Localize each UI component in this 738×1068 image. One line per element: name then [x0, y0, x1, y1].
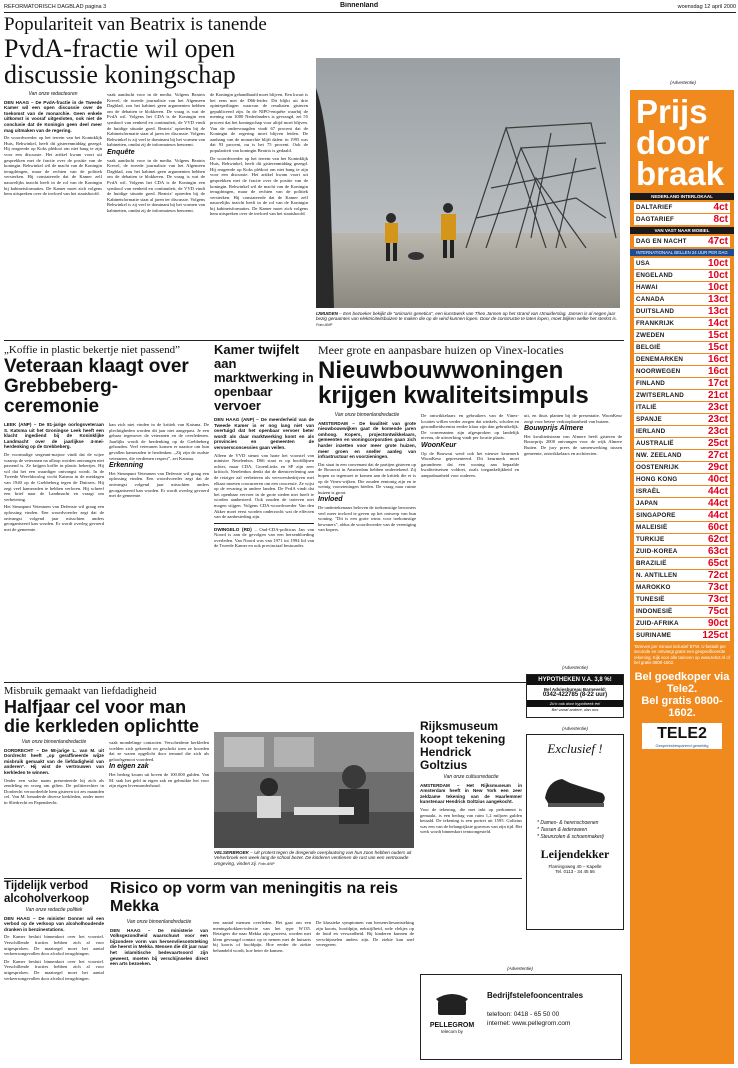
col-1: Onder een valse naam presenteerde hij zich als zendeling en vroeg om giften. De politierechter in Dordrecht veroordeelde hem gisteren tot zes maanden cel. Van M. benaderde diverse kerkleden, onder meer in Sliedrecht en Papendrecht. — [4, 777, 104, 805]
headline: Veteraan klaagt over Grebbeberg-ceremonie — [4, 356, 189, 417]
rate-country: ZUID-AFRIKA — [636, 620, 679, 627]
col-2: een aantal mensen overleden. Het gaat om een meningokokken-infectie van het type W135. Reizigers die naar Mekka zijn geweest, worden met klem gevraagd contact op te nemen met de huisarts bij koorts of hoofdpijn. Hoe eerder de ziekte behandeld wordt, hoe beter de kansen. — [213, 920, 311, 953]
rate-country: DENEMARKEN — [636, 356, 684, 363]
headline: Risico op vorm van meningitis na reis Mekka — [110, 880, 399, 915]
rate-price: 65ct — [707, 558, 728, 569]
rate-country: TURKIJE — [636, 536, 665, 543]
rate-row — [634, 510, 730, 521]
caption-text: – Een bezoeker bekijkt de "animaris genetica", een kunstwerk van Theo Jansen op het strand van IJmuiderslag. Jansen is al negen jaar bezig geraamtes van elektriciteitsbuizen te maken die op de wind kunnen lopen. Door de constructie te laten lopen, moet blijken welke het sterkst is. — [316, 311, 618, 322]
byline: Van onze binnenlandredactie — [21, 739, 87, 745]
subhead: Erkenning — [109, 462, 144, 470]
rate-price: 23ct — [707, 426, 728, 437]
ad-title: Bedrijfstelefooncentrales — [487, 991, 584, 1000]
ad-label-3: (Advertentie) — [562, 665, 588, 670]
lead: DORDRECHT – De 58-jarige L. van M. uit Dordrecht heeft „op geraffineerde wijze misbruik gemaakt van de liefdadigheid van anderen”. Hij wist de vertrouwen van kerkleden te winnen. — [4, 747, 104, 775]
rate-price: 60ct — [707, 522, 728, 533]
tele2-logo — [642, 723, 722, 749]
rate-row — [634, 582, 730, 593]
rate-row — [634, 378, 730, 389]
rate-row — [634, 462, 730, 473]
rate-row — [634, 330, 730, 341]
logo-sub: Gespreksbesparend geweldig — [655, 743, 709, 749]
article-veteraan — [4, 343, 210, 679]
rate-price: 15ct — [707, 342, 728, 353]
rate-price: 29ct — [707, 462, 728, 473]
rate-price: 8ct — [713, 214, 728, 225]
ad-phone: telefoon: 0418 - 65 50 00 — [487, 1011, 560, 1018]
ad-hypotheken[interactable] — [526, 674, 624, 718]
subhead: Enquête — [107, 148, 135, 156]
ad-line-3: Bel vanaf andere, dan ons — [551, 707, 599, 712]
col-2b: Op de Bouwrai werd ook het nieuwe keurmerk WoonKeur gepresenteerd. Dit keurmerk moet garanderen dat een woning aan bepaalde kwaliteitseisen voldoet, zoals toegankelijkheid en aanpasbaarheid voor ouderen. — [421, 450, 519, 478]
byline: Van onze redactie politiek — [25, 907, 83, 913]
shoe-icon — [540, 763, 610, 813]
subhead-1: Invloed — [318, 496, 343, 504]
rate-row — [634, 414, 730, 425]
rate-row — [634, 426, 730, 437]
body-2: De Kamer besluit binnenkort over het voorstel. Verschillende fracties hebben zich al voor uitgesproken. De maatregel moet het aantal verkeersongevallen door alcohol terugdringen. — [4, 958, 104, 981]
article-goltzius — [420, 720, 522, 880]
rate-country: DAGTARIEF — [636, 216, 675, 223]
ad-logo-sub: telecom by — [441, 1029, 463, 1034]
rate-price: 73ct — [707, 594, 728, 605]
rate-row — [634, 450, 730, 461]
ad-title: HYPOTHEKEN V.A. 3,8 %! — [527, 675, 623, 685]
photo-velserbroek — [214, 732, 414, 848]
rate-price: 13ct — [707, 306, 728, 317]
ad-tele2[interactable] — [630, 90, 734, 1064]
dateline: DWINGELO (RD) — [214, 526, 252, 532]
headline: Nieuwbouwwoningen krijgen kwaliteitsimpuls — [318, 357, 589, 409]
rates-international — [630, 256, 734, 641]
rate-row — [634, 306, 730, 317]
article-alcohol — [4, 880, 104, 1066]
rate-row — [634, 498, 730, 509]
rate-country: TUNESIË — [636, 596, 665, 603]
rate-country: BELGIË — [636, 344, 661, 351]
rate-price: 14ct — [707, 318, 728, 329]
rate-price: 44ct — [707, 486, 728, 497]
rate-row — [634, 474, 730, 485]
rate-row — [634, 294, 730, 305]
rate-row — [634, 438, 730, 449]
rate-price: 23ct — [707, 414, 728, 425]
rate-price: 15ct — [707, 330, 728, 341]
rate-country: N. ANTILLEN — [636, 572, 678, 579]
rate-row — [634, 282, 730, 293]
rate-price: 62ct — [707, 534, 728, 545]
ad-shop-name: Leijendekker — [540, 847, 610, 861]
rate-row — [634, 270, 730, 281]
rates-nl — [630, 200, 734, 225]
col-3b: De woordvoerder op het terrein van het Koninklijk Huis, Rehwinkel, heeft dit gisterenmiddag gezegd. Hij reageerde op Koks plédooi om niet bang te zijn voor een discussie. Het artikel kwam voort uit gesprekken met de fractie over de positie van de koningin. Rehwinkel wil de macht van de Koningin terugdringen, maar de rechten van de politiek versterken. Hij constateerde dat de Kamer zelf nauwelijks inzicht heeft in de rol van de Koningin bij kabinetsformaties. De Kamer moet zich volgens hem uitspreken over de invloed van het staatshoofd. — [210, 155, 308, 217]
rate-country: HONG KONG — [636, 476, 678, 483]
col-2: kan zich niet vinden in de kritiek van Katsma. De plechtigheden worden dit jaar niet aangepast. Je een gebaar tegenover de veteranen en de overledenen. Jaarlijks wordt de herdenking op de Grebbeberg gehouden. Veel veteranen komen er naartoe om hun gevallen kameraden te herdenken. „Zij zijn de oudste veteranen, die verdienen respect”, zei Katsma. — [109, 422, 209, 461]
beach-sculpture-photo — [316, 58, 620, 308]
rate-country: OOSTENRIJK — [636, 464, 679, 471]
rate-price: 27ct — [707, 450, 728, 461]
rate-price: 44ct — [707, 510, 728, 521]
band-international: INTERNATIONAAL BELLEN 24 UUR PER DAG — [630, 249, 734, 256]
section-name: Binnenland — [340, 2, 379, 9]
rate-country: ITALIË — [636, 404, 657, 411]
rate-row — [634, 606, 730, 617]
rate-row — [634, 342, 730, 353]
rate-row — [634, 258, 730, 269]
article-mekka — [110, 880, 416, 1066]
rate-country: MAROKKO — [636, 584, 671, 591]
rate-row — [634, 202, 730, 213]
rate-country: SINGAPORE — [636, 512, 676, 519]
rate-country: SPANJE — [636, 416, 662, 423]
rate-country: ISRAËL — [636, 488, 661, 495]
lead: DEN HAAG – De minister Donner wil een verbod op de verkoop van alcoholhoudende dranken in benzinestations. — [4, 915, 104, 932]
rate-row — [634, 546, 730, 557]
rate-row — [634, 318, 730, 329]
col-1: De woordvoerder op het terrein van het Koninklijk Huis, Rehwinkel, heeft dit gisterenmiddag gezegd. Hij reageerde op Koks plédooi om niet bang te zijn voor een discussie. Het artikel kwam voort uit gesprekken met de fractie over de positie van de koningin. Rehwinkel wil de macht van de Koningin terugdringen, maar de rechten van de politiek versterken. Hij constateerde dat de Kamer zelf nauwelijks inzicht heeft in de rol van de Koningin bij kabinetsformaties. De Kamer moet zich volgens hem uitspreken over de invloed van het staatshoofd. — [4, 135, 102, 197]
rate-country: INDONESIË — [636, 608, 673, 615]
article-beatrix — [4, 14, 310, 344]
rate-row — [634, 214, 730, 225]
article-vinex — [318, 343, 624, 679]
headline: Rijksmuseum koopt tekening Hendrick Goltzius — [420, 720, 506, 772]
kicker: Populariteit van Beatrix is tanende — [4, 14, 267, 35]
photo-caption-bottom — [214, 850, 414, 872]
rate-row — [634, 594, 730, 605]
subhead-2: WoonKeur — [421, 441, 457, 449]
ad-label-4: (Advertentie) — [670, 80, 696, 85]
rates-mobile — [630, 234, 734, 247]
rate-country: CANADA — [636, 296, 665, 303]
rate-country: AUSTRALIË — [636, 440, 674, 447]
rate-price: 25ct — [707, 438, 728, 449]
col-2: vaak mondelinge contacten. Verscheidene kerkleden voelden zich gekrenkt en geschokt toen ze hoorden dat ze waren opgelicht door iemand die zich als geloofsgenoot voordeed. — [109, 740, 209, 762]
kicker: Meer grote en aanpasbare huizen op Vinex-locaties — [318, 343, 564, 357]
rate-price: 16ct — [707, 354, 728, 365]
rate-country: ZWEDEN — [636, 332, 665, 339]
photo-credit: Foto ANP — [316, 322, 333, 327]
caption-lead: IJMUIDEN — [316, 311, 338, 316]
rate-row — [634, 522, 730, 533]
col-1: Dat staat in een convenant dat de partijen gisteren op de Bouwrai in Amsterdam hebben ondertekend. Zij hopen zo tegemoet te komen aan de kritiek die er is op de Vinex-wijken. Die zouden eentonig zijn en te weinig voorzieningen bieden. De vraag naar ruime huizen is groot. — [318, 461, 416, 495]
col-3: de Koningin gehandhaafd moet blijven. Een kwart is het eens met de D66-leider. Dit blijkt uit drie opiniepeilingen waarvan de resultaten gisteren gepubliceerd zijn. In de NIPO-enquête waarbij de mening van 1000 Nederlanders is gevraagd, zei 55 procent dat het koningschap voor altijd moet blijven. Van de ondervraagden vindt 67 procent dat de Koningin de regering moet blijven leiden. De aanhang van de monarchie blijft dalen: in 1995 was dat 93 procent, nu is het 75 procent. Ook de populariteit van koningin Beatrix is gedaald. — [210, 92, 308, 153]
ad-tel: Tel. 0113 - 34 45 56 — [555, 869, 595, 874]
col-3: uit, en thuis planten bij de presentatie. WoonKeur zorgt voor betere verkoopbaarheid van huizen. — [524, 413, 622, 424]
rate-country: ENGELAND — [636, 272, 673, 279]
ad-headline: Prijs door braak — [636, 93, 725, 192]
rate-country: USA — [636, 260, 650, 267]
ad-note: Tarieven per minuut inclusief BTW. U betaalt per seconde en ontvangt gratis een gespecificeerde rekening. Kijk voor alle tarieven op www.tele2.nl of bel gratis 0800-1602. — [634, 644, 730, 665]
band-nl: NEDERLAND INTERLOKAAL — [630, 193, 734, 200]
rate-row — [634, 630, 730, 641]
rate-price: 23ct — [707, 402, 728, 413]
rate-price: 63ct — [707, 546, 728, 557]
photo-credit: Foto ANP — [258, 861, 275, 866]
rate-row — [634, 486, 730, 497]
ad-items: * Dames- & herenschoenen * Tassen & lederwaren * Steunzolen & schoenmakerij — [537, 820, 604, 840]
col-2b: vaak aandacht voor in de media. Volgens Beatrix Krevel, de tweede journaliste van het Algemeen Dagblad, zou het kabinet geen argumenten hebben om de debatten te blokkeren. De vraag is wat de PvdA wil. Volgens het CDA is de Koningin een symbool van eenheid en continuïteit, de VVD vindt de huidige situatie goed. Beatrix' optreden bij de Kabinetsformatie staat al jaren ter discussie. Volgens Rehwinkel is zij veel te dominant bij het vormen van kabinetten, omdat zij de informateurs benoemt. — [107, 157, 205, 213]
col-2b: Het bedrag kwam uit boven de 100.000 gulden. Van M. stak het geld in eigen zak en gebruikte het voor zijn eigen levensonderhoud. — [109, 771, 209, 789]
rate-row — [634, 534, 730, 545]
col-3: De klassieke symptomen van hersenvliesontsteking zijn koorts, hoofdpijn, nekstijfheid, rode vlekjes op de huid en verwardheid. Bij kinderen kunnen de verschijnselen anders zijn. De ziekte kan snel verergeren. — [316, 920, 414, 948]
rate-row — [634, 558, 730, 569]
lead: DEN HAAG – De ministerie van Volksgezondheid waarschuwt voor een bijzondere vorm van hersenvliesontsteking die heerst in Mekka. Mensen die dit jaar naar het islamitische bedevaartsoord zijn geweest, moeten bij verschijnselen direct een arts bezoeken. — [110, 927, 208, 967]
lead: AMSTERDAM – Het Rijksmuseum in Amsterdam heeft in New York een zeer zeldzame tekening van de Haarlemmer kunstenaar Hendrick Goltzius aangekocht. — [420, 782, 522, 805]
col-3b: Het kwaliteitsteam van Almere heeft gisteren de Bouwprijs 2000 ontvangen voor de wijk Almere Buiten. De jury prees de samenwerking tussen gemeente, ontwikkelaars en architecten. — [524, 433, 622, 456]
col-1: De voormalige sergeant-majoor vindt dat de wijze waarop de veteranen na afloop worden ontvangen niet passend is. Ze krijgen koffie in plastic bekertjes. Hij wil dat het een waardiger ontvangst wordt. In de Tweede Wereldoorlog vocht Katsma in de meidagen van 1940 op de Grebbeberg tegen de Duitsers. Hij zegt veel kameraden te hebben verloren. Hij schreef een brief naar de Landmacht en vraagt om verbetering. — [4, 451, 104, 502]
ad-script: Exclusief ! — [547, 741, 603, 756]
body: Alleen de VVD steunt van harte het voorstel van minister Netelenbos. D66 staat er op hoofdlijnen achter, maar CDA, GroenLinks en SP zijn zeer kritisch. Netelenbos denkt dat de dienstverlening aan de reiziger zal verbeteren als vervoersbedrijven met elkaar moeten concurreren om een concessie. Ze wijst op de ervaring in andere landen. De PvdA vindt dat het openbaar vervoer in de grote steden niet hoeft te worden aanbesteed. Ook zouden de tarieven niet mogen stijgen. Volgens CDA-woordvoerder Van den Akker moet eerst worden onderzocht wat de effecten van de aanbesteding zijn. — [214, 452, 314, 520]
ad-leijendekker[interactable] — [526, 734, 624, 930]
rate-price: 13ct — [707, 294, 728, 305]
col-2b: Het Steunpunt Veteranen van Defensie wil graag een oplossing vinden. Een woordvoerder zegt dat de ontvangst volgend jaar misschien anders georganiseerd kan worden. Er wordt overleg gevoerd met de gemeente. — [109, 470, 209, 499]
rate-country: NOORWEGEN — [636, 368, 681, 375]
subhead: In eigen zak — [109, 763, 149, 771]
photo-caption-top — [316, 311, 620, 339]
col-1b: De ondertekenaars beloven de toekomstige bewoners veel meer invloed te geven op het ontwerp van hun woning. "Dit is een grote winst voor toekomstige bewoners", aldus de woordvoerder van de vereniging van kopers. — [318, 504, 416, 533]
header-left: REFORMATORISCH DAGBLAD pagina 3 — [4, 4, 107, 10]
article-halfjaar — [4, 685, 210, 875]
rate-price: 40ct — [707, 474, 728, 485]
rate-price: 44ct — [707, 498, 728, 509]
dateline-body: – Oud-CDA-politicus Jan van Noord is aan de gevolgen van een hersenbloeding overleden. Van Noord was van 1971 tot 1994 lid van de Tweede Kamer en ook provinciaal bestuurder. — [214, 526, 314, 549]
byline: Van onze binnenlandredactie — [334, 412, 400, 418]
body: De Kamer besluit binnenkort over het voorstel. Verschillende fracties hebben zich al voor uitgesproken. De maatregel moet het aantal verkeersongevallen door alcohol terugdringen. — [4, 934, 104, 957]
body: Voor de tekening, die met inkt op perkament is gemaakt, is een bedrag van ruim 1,2 miljoen gulden betaald. De tekening is een portret uit 1595. Goltzius was een van de belangrijkste graveurs van zijn tijd. Het werk wordt binnenkort tentoongesteld. — [420, 806, 522, 835]
rate-row — [634, 366, 730, 377]
band-mobile: VAN VAST NAAR MOBIEL — [630, 227, 734, 234]
rate-price: 16ct — [707, 366, 728, 377]
rate-price: 10ct — [707, 270, 728, 281]
rate-country: FRANKRIJK — [636, 320, 675, 327]
telephone-icon — [434, 989, 470, 1017]
rate-country: MALEISIË — [636, 524, 668, 531]
rate-row — [634, 354, 730, 365]
subhead-3: Bouwprijs Almere — [524, 425, 584, 433]
rate-price: 10ct — [707, 282, 728, 293]
rate-country: DALTARIEF — [636, 204, 673, 211]
col-1b: Het Steunpunt Veteranen van Defensie wil graag een oplossing vinden. Een woordvoerder zegt dat de ontvangst volgend jaar misschien anders georganiseerd kan worden. Er wordt overleg gevoerd met de gemeente. — [4, 504, 104, 532]
rate-country: FINLAND — [636, 380, 666, 387]
ad-web: internet: www.pellegrom.com — [487, 1020, 571, 1027]
byline: Van onze cultuurredactie — [443, 774, 499, 780]
byline: Van onze binnenlandredactie — [126, 919, 192, 925]
rate-price: 90ct — [707, 618, 728, 629]
col-2: vaak aandacht voor in de media. Volgens Beatrix Krevel, de tweede journaliste van het Algemeen Dagblad, zou het kabinet geen argumenten hebben om de debatten te blokkeren. De vraag is wat de PvdA wil. Volgens het CDA is de Koningin een symbool van eenheid en continuïteit, de VVD vindt de huidige situatie goed. Beatrix' optreden bij de Kabinetsformatie staat al jaren ter discussie. Volgens Rehwinkel is zij veel te dominant bij het vormen van kabinetten, omdat zij de informateurs benoemt. — [107, 92, 205, 148]
rate-country: DUITSLAND — [636, 308, 675, 315]
ad-pellegrom[interactable] — [420, 974, 622, 1060]
headline: PvdA-fractie wil open discussie koningschap — [4, 34, 236, 89]
kicker: Misbruik gemaakt van liefdadigheid — [4, 686, 157, 697]
ad-cta: Bel goedkoper via Tele2. — [634, 671, 730, 696]
ad-label-2: (Advertentie) — [507, 966, 533, 971]
rate-country: BRAZILIË — [636, 560, 667, 567]
logo-text: TELE2 — [657, 725, 707, 743]
rate-country: ZUID-KOREA — [636, 548, 678, 555]
headline: Halfjaar cel voor man die kerkleden oplichtte — [4, 697, 200, 736]
lead: DEN HAAG (ANP) – De meerderheid van de Tweede Kamer is er nog lang niet van overtuigd dat het openbaar vervoer beter wordt als daar marktwerking komt en als provincies en gemeenten de vervoersconcessies gaan veilen. — [214, 417, 314, 450]
rate-price: 17ct — [707, 378, 728, 389]
rate-price: 4ct — [713, 202, 728, 213]
rate-country: IERLAND — [636, 428, 666, 435]
rate-price: 47ct — [707, 236, 728, 247]
rate-row — [634, 402, 730, 413]
rate-price: 75ct — [707, 606, 728, 617]
headline: Kamer twijfelt aan marktwerking in openbaar vervoer — [214, 343, 314, 413]
rate-row — [634, 618, 730, 629]
rate-row — [634, 570, 730, 581]
lead: LEEK (ANP) – De 81-jarige oorlogsveteraan S. Katsma uit het Groningse Leek heeft een klacht ingediend bij de Koninklijke Landmacht over de jaarlijkse 4-mei-herdenking op de Grebbeberg. — [4, 422, 104, 450]
kicker: „Koffie in plastic bekertje niet passend” — [4, 344, 181, 356]
headline: Tijdelijk verbod alcoholverkoop — [4, 880, 89, 905]
rate-price: 72ct — [707, 570, 728, 581]
lead: DEN HAAG – De PvdA-fractie in de Tweede Kamer wil een open discussie over de toekomst van de monarchie. Geen enkele uitkomst is vooraf uitgesloten, ook niet de conclusie dat de Koningin geen deel meer mag uitmaken van de regering. — [4, 99, 102, 133]
article-kamer — [214, 343, 314, 679]
rate-country: NW. ZEELAND — [636, 452, 682, 459]
rate-row — [634, 236, 730, 247]
ad-address: Flamingoweg 40 – Kapelle — [548, 864, 602, 869]
col-2: De ontwikkelaars en gebruikers van de Vinex-locaties willen verder zorgen dat winkels, scholen en gezondheidscentra eerder klaar zijn dan gebruikelijk. De convenanten zijn afgesproken op landelijk niveau, de uitwerking vindt per locatie plaats. — [421, 413, 519, 441]
ad-line-2: Zo'n ook door hypotheek én! — [527, 700, 623, 707]
lead: AMSTERDAM – De kwaliteit van grote nieuwbouwwijken gaat de komende jaren omhoog. Kopers, projectontwikkelaars, gemeenten en woningcorporaties gaan zich harder inzetten voor meer grote huizen, meer groen en sneller aanleg van infrastructuur en voorzieningen. — [318, 420, 416, 460]
caption-text: – Uit protest tegen de dreigende overplaatsing van hun zoon hebben ouders uit Velserbroek een week lang de school bezet. De kinderen verdienen de rust van een vertrouwde omgeving, vinden zij. — [214, 850, 412, 866]
ad-line-1: Bel Adviesbureau Barneveld: — [543, 687, 607, 692]
rate-country: JAPAN — [636, 500, 658, 507]
header-date: woensdag 12 april 2000 — [677, 4, 736, 10]
byline: Van onze redacteuren — [28, 91, 78, 97]
ad-phone: 0342-422785 (8-22 uur) — [542, 692, 608, 698]
ad-label: (Advertentie) — [562, 726, 588, 731]
rate-row — [634, 390, 730, 401]
caption-lead: VELSERBROEK — [214, 850, 249, 855]
rate-country: SURINAME — [636, 632, 672, 639]
ad-logo: PELLEGROM — [429, 1022, 475, 1029]
rate-country: DAG EN NACHT — [636, 238, 687, 245]
rate-price: 125ct — [702, 630, 728, 641]
rate-price: 21ct — [707, 390, 728, 401]
rate-price: 10ct — [707, 258, 728, 269]
rate-country: ZWITSERLAND — [636, 392, 685, 399]
rate-price: 73ct — [707, 582, 728, 593]
ad-cta-phone: Bel gratis 0800-1602. — [641, 695, 723, 720]
classroom-photo — [214, 732, 414, 848]
photo-ijmuiden — [316, 58, 620, 308]
rate-country: HAWAI — [636, 284, 658, 291]
